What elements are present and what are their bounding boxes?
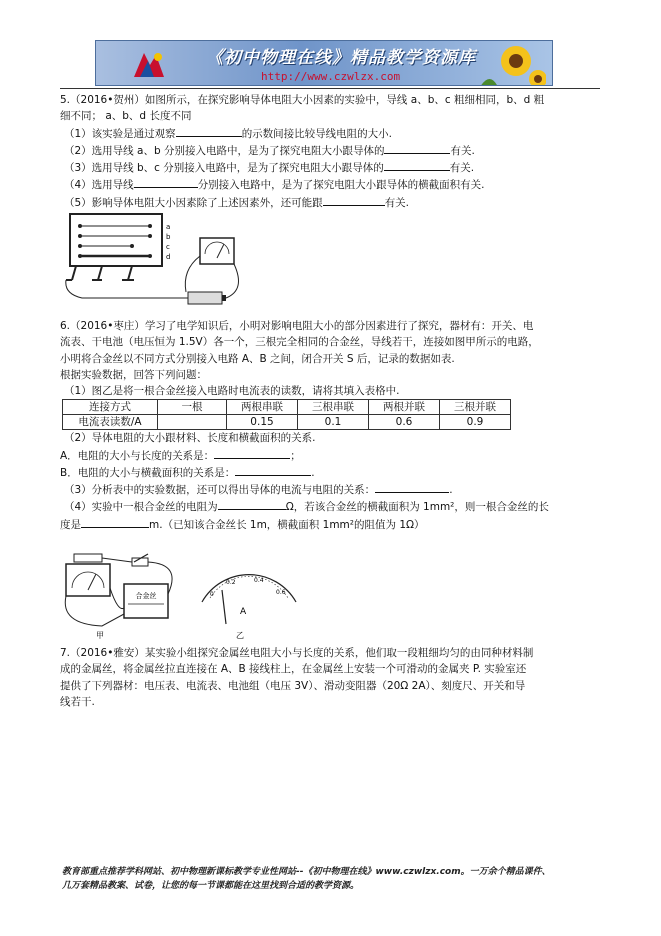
- wire-label-b: b: [166, 233, 171, 241]
- sunflower-icon: [476, 41, 546, 86]
- q7-line-2: 成的金属丝，将金属丝拉直连接在 A、B 接线柱上，在金属丝上安装一个可滑动的金属夹 P. 实验室还: [60, 663, 527, 676]
- q6-stem-2: 流表、干电池（电压恒为 1.5V）各一个，三根完全相同的合金丝，导线若干，连接如图甲所示的电路，: [60, 336, 539, 349]
- q6-item-a-end: ；: [290, 449, 301, 462]
- header-rule: [60, 88, 600, 89]
- q6-item-3: [60, 481, 605, 498]
- table-header-row: [63, 400, 511, 415]
- q6-item-a-text: A．电阻的大小与长度的关系是：: [60, 449, 215, 462]
- q6-figure-jia: [62, 548, 202, 640]
- wire-label-a: a: [166, 223, 171, 231]
- table-cell: 0.1: [298, 415, 369, 430]
- q6-item-2: （2）导体电阻的大小跟材料、长度和横截面积的关系.: [64, 432, 316, 445]
- meter-needle: [222, 590, 226, 624]
- battery-icon: [188, 292, 222, 304]
- q5-item-2-pre: （2）选用导线 a、b 分别接入电路中，是为了探究电阻大小跟导体的: [64, 144, 385, 157]
- q6-blank-b[interactable]: [235, 464, 311, 476]
- q6-item-b-end: .: [311, 466, 315, 479]
- q5-stem-1: 5.（2016•贺州）如图所示，在探究影响导体电阻大小因素的实验中，导线 a、b、c 粗细相同，b、d 粗: [60, 94, 545, 106]
- meter-tick-0: 0: [210, 591, 214, 598]
- q5-blank-4[interactable]: [134, 176, 198, 188]
- q7-line-3: 提供了下列器材：电压表、电流表、电池组（电压 3V）、滑动变阻器（20Ω 2A）、刻度尺、开关和导: [60, 679, 526, 692]
- header-banner: [95, 40, 553, 86]
- table-header-cell: 三根串联: [298, 400, 369, 415]
- q6-item-b-text: B．电阻的大小与横截面积的关系是：: [60, 466, 236, 479]
- page-footer: [62, 866, 607, 893]
- table-header-cell: 一根: [158, 400, 227, 415]
- footer-line-2: 几万套精品教案、试卷，让您的每一节课都能在这里找到合适的教学资源。: [62, 880, 360, 891]
- q6-stem-4: 根据实验数据，回答下列问题：: [60, 368, 207, 381]
- q5-item-2: [60, 142, 605, 159]
- q5-item-3-post: 有关.: [449, 162, 475, 175]
- q5-blank-3[interactable]: [384, 159, 450, 171]
- q6-item-3-end: .: [449, 484, 453, 497]
- q6-item-a: [60, 447, 605, 464]
- q5-item-1-pre: （1）该实验是通过观察: [64, 127, 176, 140]
- site-logo-icon: [130, 47, 168, 81]
- q6-stem-3: 小明将合金丝以不同方式分别接入电路 A、B 之间，闭合开关 S 后，记录的数据如表.: [60, 352, 455, 365]
- banner-title: 《初中物理在线》精品教学资源库: [206, 48, 476, 68]
- table-cell: 0.15: [227, 415, 298, 430]
- meter-tick-3: 0.6: [276, 589, 286, 596]
- q6-item-b: [60, 464, 605, 481]
- alloy-wire-label: 合金丝: [135, 592, 157, 600]
- table-header-cell: 两根串联: [227, 400, 298, 415]
- q6-blank-4a[interactable]: [218, 498, 286, 510]
- q5-item-2-post: 有关.: [450, 144, 475, 157]
- q5-blank-2[interactable]: [384, 142, 450, 154]
- q5-circuit-figure: [62, 210, 252, 314]
- q6-figure-yi-meter: [196, 568, 304, 640]
- q5-item-5-post: 有关.: [384, 196, 410, 209]
- q5-item-5: [60, 194, 605, 211]
- q5-item-1-post: 的示数间接比较导线电阻的大小.: [241, 127, 393, 140]
- q6-item-3-text: （3）分析表中的实验数据，还可以得出导体的电流与电阻的关系：: [64, 484, 376, 497]
- q6-item-1: （1）图乙是将一根合金丝接入电路时电流表的读数，请将其填入表格中.: [64, 385, 400, 398]
- q6-blank-4b[interactable]: [81, 516, 149, 528]
- table-cell: 0.6: [369, 415, 440, 430]
- question-7: [60, 645, 605, 710]
- meter-tick-1: 0.2: [226, 579, 236, 586]
- figure-jia-label: 甲: [96, 631, 104, 640]
- q5-stem-2: 细不同； a、b、d 长度不同: [60, 110, 192, 123]
- q6-item-4-b: Ω，若该合金丝的横截面积为 1mm²，则一根合金丝的长: [285, 501, 549, 514]
- q5-item-4: [60, 176, 605, 193]
- q6-item-4: [60, 498, 605, 515]
- q5-blank-1[interactable]: [176, 125, 242, 137]
- question-6: [60, 318, 605, 533]
- q5-blank-5[interactable]: [323, 194, 385, 206]
- q6-item-4-cont: [60, 516, 605, 533]
- table-header-cell: 连接方式: [63, 400, 158, 415]
- q5-item-4-pre: （4）选用导线: [64, 179, 134, 192]
- table-cell-blank[interactable]: [158, 415, 227, 430]
- battery-icon: [74, 554, 102, 562]
- meter-tick-2: 0.4: [254, 577, 264, 584]
- question-5: [60, 92, 605, 211]
- ammeter-icon: [66, 564, 110, 596]
- q5-item-5-pre: （5）影响导体电阻大小因素除了上述因素外，还可能跟: [64, 196, 323, 209]
- q5-item-3-pre: （3）选用导线 b、c 分别接入电路中，是为了探究电阻大小跟导体的: [64, 162, 384, 175]
- q5-item-4-post: 分别接入电路中，是为了探究电阻大小跟导体的横截面积有关.: [197, 179, 485, 192]
- q5-item-1: [60, 125, 605, 142]
- footer-line-1: 教育部重点推荐学科网站、初中物理新课标教学专业性网站--《初中物理在线》www.czwlzx.com。一万余个精品课件、: [62, 867, 551, 877]
- table-header-cell: 两根并联: [369, 400, 440, 415]
- q6-item-4-a: （4）实验中一根合金丝的电阻为: [64, 501, 218, 514]
- q6-item-4-c: 度是: [60, 518, 81, 531]
- q7-line-4: 线若干.: [60, 695, 95, 708]
- q6-blank-3[interactable]: [375, 481, 449, 493]
- table-row-label: 电流表读数/A: [63, 415, 158, 430]
- table-cell: 0.9: [440, 415, 511, 430]
- q5-item-3: [60, 159, 605, 176]
- meter-unit: A: [240, 607, 247, 617]
- table-row: [63, 415, 511, 430]
- wire-label-c: c: [166, 243, 170, 251]
- alloy-wire-box: [124, 584, 168, 618]
- q7-line-1: 7.（2016•雅安）某实验小组探究金属丝电阻大小与长度的关系，他们取一段粗细均匀的由同种材料制: [60, 647, 534, 659]
- q6-data-table: [62, 399, 511, 430]
- figure-yi-label: 乙: [236, 631, 244, 640]
- wire-label-d: d: [166, 253, 171, 261]
- banner-url[interactable]: http://www.czwlzx.com: [261, 70, 401, 83]
- q6-blank-a[interactable]: [214, 447, 290, 459]
- table-header-cell: 三根并联: [440, 400, 511, 415]
- wire-board: [70, 214, 162, 266]
- q6-item-4-d: m.（已知该合金丝长 1m，横截面积 1mm²的阻值为 1Ω）: [149, 518, 425, 531]
- q6-stem-1: 6.（2016•枣庄）学习了电学知识后，小明对影响电阻大小的部分因素进行了探究，器材有：开关、电: [60, 320, 534, 332]
